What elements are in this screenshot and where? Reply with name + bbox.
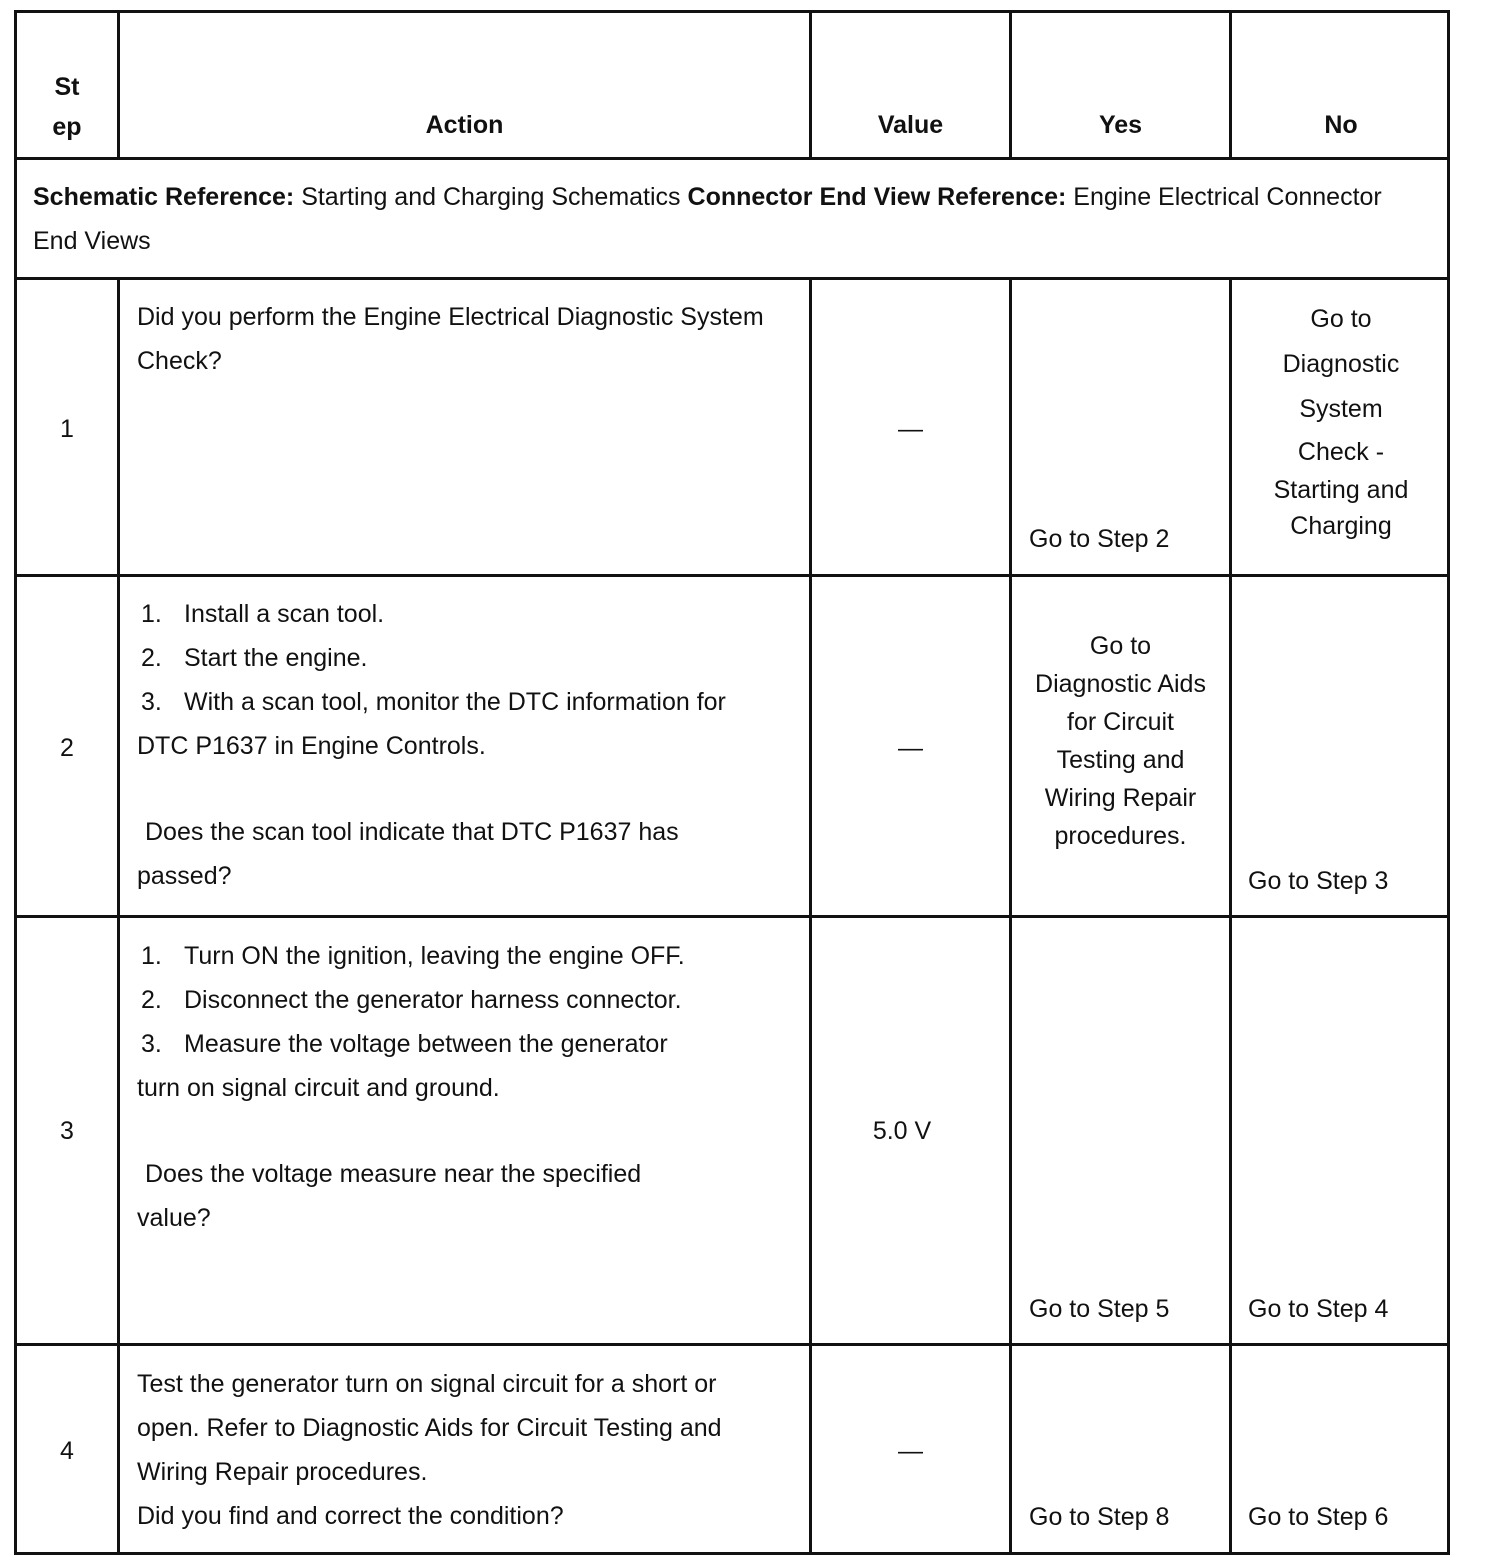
rule-after-reference [17, 277, 1447, 280]
action-step-3-question: Does the voltage measure near the specified value? [137, 1160, 642, 1232]
header-step-line2: ep [52, 113, 82, 141]
action-step-2 [137, 592, 777, 898]
no-step-3[interactable]: Go to Step 4 [1248, 1295, 1389, 1323]
header-no: No [1324, 111, 1358, 139]
header-action: Action [425, 111, 504, 139]
yes-step-2-line4: Testing and [1056, 746, 1185, 774]
schematic-reference-label: Schematic Reference: [33, 183, 295, 211]
action-step-3-item-1: 1. Turn ON the ignition, leaving the engine OFF. [141, 942, 685, 970]
action-step-2-question: Does the scan tool indicate that DTC P1637 has passed? [137, 818, 679, 890]
action-step-4 [137, 1362, 777, 1538]
action-step-4-question: Did you find and correct the condition? [137, 1502, 564, 1530]
yes-step-4[interactable]: Go to Step 8 [1029, 1503, 1170, 1531]
yes-step-2[interactable] [1012, 627, 1229, 855]
step-number-3: 3 [60, 1117, 74, 1145]
yes-step-3[interactable]: Go to Step 5 [1029, 1295, 1170, 1323]
header-value: Value [877, 111, 944, 139]
connector-reference-label: Connector End View Reference: [687, 183, 1067, 211]
value-step-4: — [898, 1437, 923, 1465]
no-step-2[interactable]: Go to Step 3 [1248, 867, 1389, 895]
rule-after-step2 [17, 915, 1447, 918]
yes-step-2-line2: Diagnostic Aids [1035, 670, 1206, 698]
value-step-1: — [898, 415, 923, 443]
value-step-2: — [898, 734, 923, 762]
yes-step-2-line6: procedures. [1054, 822, 1187, 850]
action-step-3 [137, 934, 697, 1240]
rule-after-step3 [17, 1343, 1447, 1346]
yes-step-2-line3: for Circuit [1067, 708, 1174, 736]
no-step-1-line4: Check - [1297, 438, 1385, 466]
rule-after-header [17, 157, 1447, 160]
reference-text [33, 175, 1413, 263]
step-number-4: 4 [60, 1437, 74, 1465]
yes-step-2-line5: Wiring Repair [1044, 784, 1197, 812]
no-step-1-line5: Starting and [1273, 476, 1409, 504]
action-step-2-item-3: 3. With a scan tool, monitor the DTC information for DTC P1637 in Engine Controls. [137, 688, 726, 760]
action-step-3-item-2: 2. Disconnect the generator harness connector. [141, 986, 682, 1014]
action-step-3-item-3: 3. Measure the voltage between the generator turn on signal circuit and ground. [137, 1030, 668, 1102]
header-step-line1: St [54, 73, 80, 101]
no-step-4[interactable]: Go to Step 6 [1248, 1503, 1389, 1531]
yes-step-1[interactable]: Go to Step 2 [1029, 525, 1170, 553]
header-step [17, 67, 117, 147]
action-step-2-item-2: 2. Start the engine. [141, 644, 368, 672]
action-text-step-1: Did you perform the Engine Electrical Diagnostic System Check? [137, 303, 764, 375]
value-step-3: 5.0 V [872, 1117, 932, 1145]
no-step-1-line3: System [1299, 395, 1383, 423]
no-step-1[interactable] [1232, 297, 1450, 544]
header-yes: Yes [1098, 111, 1143, 139]
no-step-1-line1: Go to [1310, 305, 1372, 333]
step-number-1: 1 [60, 415, 74, 443]
step-number-2: 2 [60, 734, 74, 762]
action-step-1 [137, 295, 777, 383]
action-step-2-item-1: 1. Install a scan tool. [141, 600, 385, 628]
yes-step-2-line1: Go to [1089, 632, 1152, 660]
diagnostic-table [14, 10, 1450, 1555]
rule-after-step1 [17, 574, 1447, 577]
no-step-1-line6: Charging [1290, 512, 1392, 540]
action-text-step-4: Test the generator turn on signal circuit for a short or open. Refer to Diagnostic Aids for Circuit Testing and Wiring Repair procedures. [137, 1370, 722, 1486]
schematic-reference-link[interactable]: Starting and Charging Schematics [301, 183, 681, 211]
connector-reference-link[interactable]: Engine Electrical Connector End Views [33, 183, 1382, 255]
no-step-1-line2: Diagnostic [1282, 350, 1400, 378]
